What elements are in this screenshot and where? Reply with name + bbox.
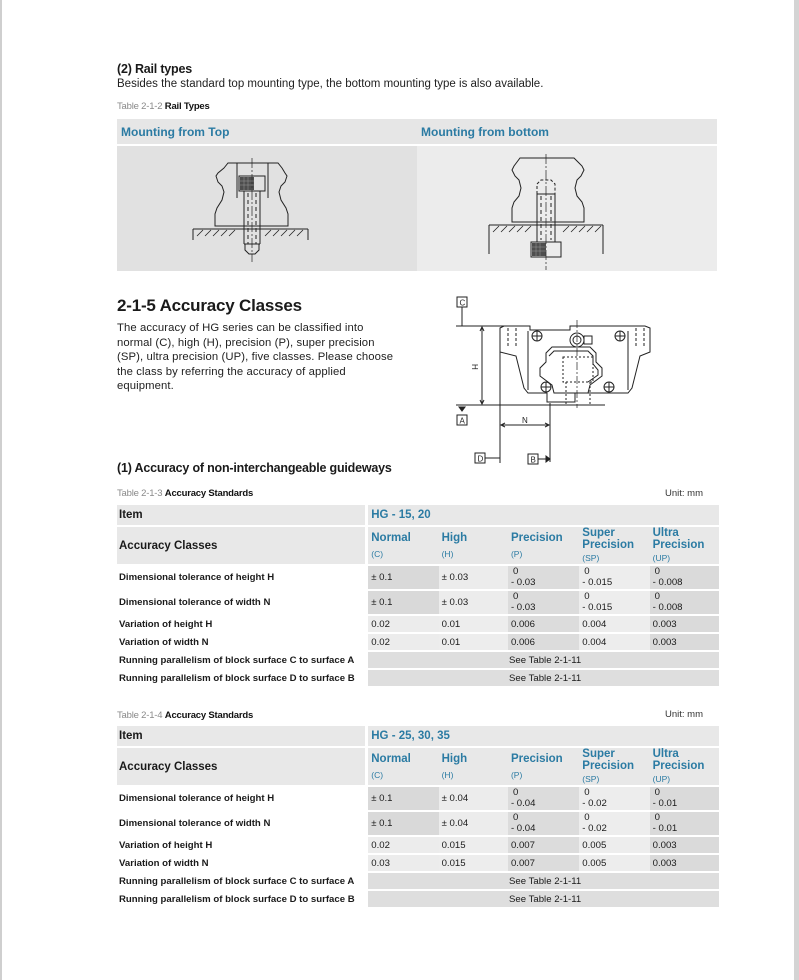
value-super-precision: 0.004 — [579, 634, 649, 652]
unit-label: Unit: mm — [665, 488, 703, 499]
table-row — [117, 812, 719, 837]
table-row — [117, 670, 719, 688]
value-ultra-precision: 0.003 — [650, 616, 719, 634]
value-super-precision: 0 - 0.02 — [579, 787, 649, 812]
value-ultra-precision: 0 - 0.008 — [650, 591, 719, 616]
table-number: Table 2-1-2 — [117, 101, 163, 112]
label-d: D — [477, 454, 484, 464]
value-super-precision: 0 - 0.02 — [579, 812, 649, 837]
accuracy-classes-description: The accuracy of HG series can be classified into normal (C), high (H), precision (P), super precision (SP), ultra precision (UP), five classes. Please choose the class by referring the accuracy of applied equipment. — [117, 322, 394, 392]
value-normal: ± 0.1 — [368, 591, 438, 616]
class-high: High (H) — [439, 527, 508, 566]
table-title: Accuracy Standards — [164, 488, 254, 499]
label-a: A — [459, 416, 465, 426]
table-2-1-4-caption — [117, 710, 253, 721]
accuracy-table-hg25-35 — [117, 726, 719, 909]
value-ultra-precision: 0.003 — [650, 634, 719, 652]
table-row — [117, 873, 719, 891]
value-super-precision: 0.004 — [579, 616, 649, 634]
column-mounting-top: Mounting from Top — [121, 125, 230, 139]
class-high: High (H) — [439, 748, 508, 787]
value-high: 0.015 — [439, 837, 508, 855]
value-normal: ± 0.1 — [368, 812, 438, 837]
value-high: ± 0.04 — [439, 812, 508, 837]
row-label: Variation of height H — [117, 837, 368, 855]
table-row — [117, 855, 719, 873]
value-precision: 0.007 — [508, 855, 579, 873]
table-row — [117, 891, 719, 909]
label-n: N — [522, 416, 528, 425]
table-row — [117, 591, 719, 616]
row-label: Dimensional tolerance of width N — [117, 812, 368, 837]
table-2-1-3-caption — [117, 488, 253, 499]
value-high: ± 0.04 — [439, 787, 508, 812]
value-normal: ± 0.1 — [368, 566, 438, 591]
row-label: Variation of height H — [117, 616, 368, 634]
value-super-precision: 0 - 0.015 — [579, 566, 649, 591]
table-row — [117, 566, 719, 591]
rail-top-mount-icon — [117, 146, 417, 271]
accuracy-classes-row — [117, 748, 719, 787]
rail-types-header — [117, 119, 717, 144]
table-number: Table 2-1-3 — [117, 488, 163, 499]
see-table-reference: See Table 2-1-11 — [368, 891, 719, 909]
accuracy-classes-row — [117, 527, 719, 566]
class-normal: Normal (C) — [368, 527, 438, 566]
see-table-reference: See Table 2-1-11 — [368, 652, 719, 670]
table-row — [117, 634, 719, 652]
value-high: 0.01 — [439, 616, 508, 634]
rail-bottom-mount-icon — [417, 146, 717, 271]
page-right-edge — [794, 0, 799, 980]
class-normal: Normal (C) — [368, 748, 438, 787]
label-b: B — [530, 455, 536, 465]
table-header-row — [117, 726, 719, 748]
value-super-precision: 0.005 — [579, 837, 649, 855]
value-precision: 0.006 — [508, 616, 579, 634]
row-label: Variation of width N — [117, 634, 368, 652]
non-interchangeable-heading: (1) Accuracy of non-interchangeable guideways — [117, 461, 392, 475]
value-super-precision: 0 - 0.015 — [579, 591, 649, 616]
series-header: HG - 25, 30, 35 — [368, 726, 719, 748]
table-title: Accuracy Standards — [164, 710, 254, 721]
rail-types-table — [117, 119, 717, 271]
label-c: C — [459, 298, 466, 308]
value-high: 0.01 — [439, 634, 508, 652]
value-ultra-precision: 0.003 — [650, 837, 719, 855]
value-normal: ± 0.1 — [368, 787, 438, 812]
label-h: H — [470, 364, 479, 370]
table-row — [117, 787, 719, 812]
page-left-edge — [0, 0, 2, 980]
value-precision: 0 - 0.04 — [508, 787, 579, 812]
value-ultra-precision: 0.003 — [650, 855, 719, 873]
value-normal: 0.02 — [368, 634, 438, 652]
value-precision: 0.007 — [508, 837, 579, 855]
value-precision: 0 - 0.04 — [508, 812, 579, 837]
row-label: Dimensional tolerance of height H — [117, 787, 368, 812]
value-precision: 0 - 0.03 — [508, 566, 579, 591]
accuracy-table-hg15-20 — [117, 505, 719, 688]
table-header-row — [117, 505, 719, 527]
rail-types-heading: (2) Rail types — [117, 62, 193, 76]
item-header: Item — [117, 726, 368, 748]
value-precision: 0.006 — [508, 634, 579, 652]
value-high: 0.015 — [439, 855, 508, 873]
table-row — [117, 652, 719, 670]
block-cross-section-diagram — [440, 290, 670, 470]
mounting-bottom-drawing — [417, 146, 717, 271]
value-precision: 0 - 0.03 — [508, 591, 579, 616]
class-super-precision: Super Precision (SP) — [579, 748, 649, 787]
row-label: Running parallelism of block surface D to surface B — [117, 670, 368, 688]
value-ultra-precision: 0 - 0.008 — [650, 566, 719, 591]
table-title: Rail Types — [164, 101, 210, 112]
value-high: ± 0.03 — [439, 566, 508, 591]
see-table-reference: See Table 2-1-11 — [368, 670, 719, 688]
class-precision: Precision (P) — [508, 527, 579, 566]
column-mounting-bottom: Mounting from bottom — [421, 125, 549, 139]
value-normal: 0.03 — [368, 855, 438, 873]
value-normal: 0.02 — [368, 616, 438, 634]
item-header: Item — [117, 505, 368, 527]
class-precision: Precision (P) — [508, 748, 579, 787]
row-label: Dimensional tolerance of height H — [117, 566, 368, 591]
rail-types-caption — [117, 101, 210, 112]
row-label: Running parallelism of block surface D to surface B — [117, 891, 368, 909]
rail-types-description: Besides the standard top mounting type, the bottom mounting type is also available. — [117, 78, 544, 90]
accuracy-classes-heading: 2-1-5 Accuracy Classes — [117, 296, 302, 315]
class-super-precision: Super Precision (SP) — [579, 527, 649, 566]
class-ultra-precision: Ultra Precision (UP) — [650, 527, 719, 566]
unit-label: Unit: mm — [665, 709, 703, 720]
value-ultra-precision: 0 - 0.01 — [650, 812, 719, 837]
row-label: Dimensional tolerance of width N — [117, 591, 368, 616]
table-number: Table 2-1-4 — [117, 710, 163, 721]
row-label: Variation of width N — [117, 855, 368, 873]
see-table-reference: See Table 2-1-11 — [368, 873, 719, 891]
accuracy-classes-label: Accuracy Classes — [117, 527, 368, 566]
row-label: Running parallelism of block surface C to surface A — [117, 873, 368, 891]
accuracy-classes-label: Accuracy Classes — [117, 748, 368, 787]
value-normal: 0.02 — [368, 837, 438, 855]
value-super-precision: 0.005 — [579, 855, 649, 873]
table-row — [117, 837, 719, 855]
row-label: Running parallelism of block surface C to surface A — [117, 652, 368, 670]
class-ultra-precision: Ultra Precision (UP) — [650, 748, 719, 787]
value-ultra-precision: 0 - 0.01 — [650, 787, 719, 812]
series-header: HG - 15, 20 — [368, 505, 719, 527]
table-row — [117, 616, 719, 634]
mounting-top-drawing — [117, 146, 417, 271]
value-high: ± 0.03 — [439, 591, 508, 616]
